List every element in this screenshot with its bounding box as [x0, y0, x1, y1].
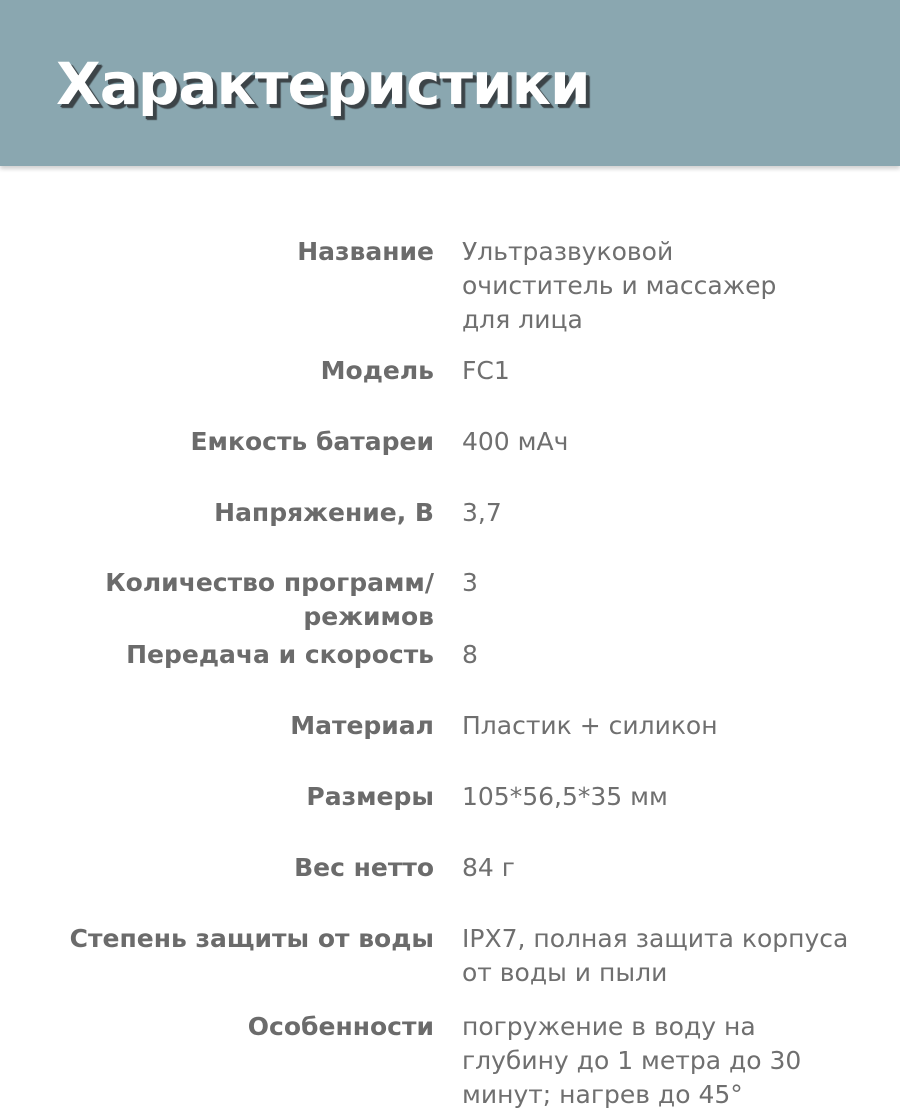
- spec-label: Степень защиты от воды: [69, 924, 434, 953]
- spec-label: Материал: [290, 711, 434, 740]
- spec-label: Напряжение, В: [214, 498, 434, 527]
- spec-value: Ультразвуковой очиститель и массажер для лица: [462, 237, 777, 334]
- spec-label: Передача и скорость: [126, 640, 434, 669]
- spec-value: 84 г: [462, 853, 515, 882]
- spec-value: FC1: [462, 356, 510, 385]
- spec-label: Емкость батареи: [190, 427, 434, 456]
- spec-value: Пластик + силикон: [462, 711, 718, 740]
- spec-value: 3,7: [462, 498, 502, 527]
- spec-value: IPX7, полная защита корпуса от воды и пыли: [462, 924, 849, 987]
- spec-label: Вес нетто: [294, 853, 434, 882]
- spec-value: 400 мАч: [462, 427, 569, 456]
- spec-label: Модель: [320, 356, 434, 385]
- spec-value: 3: [462, 568, 478, 597]
- header-banner: [0, 0, 900, 166]
- page-title: Характеристики: [56, 50, 590, 118]
- spec-label: Количество программ/ режимов: [105, 568, 434, 631]
- spec-label: Особенности: [247, 1012, 434, 1041]
- spec-value: 105*56,5*35 мм: [462, 782, 668, 811]
- spec-label: Размеры: [306, 782, 434, 811]
- spec-value: 8: [462, 640, 478, 669]
- spec-label: Название: [297, 237, 434, 266]
- spec-value: погружение в воду на глубину до 1 метра до 30 минут; нагрев до 45°: [462, 1012, 802, 1109]
